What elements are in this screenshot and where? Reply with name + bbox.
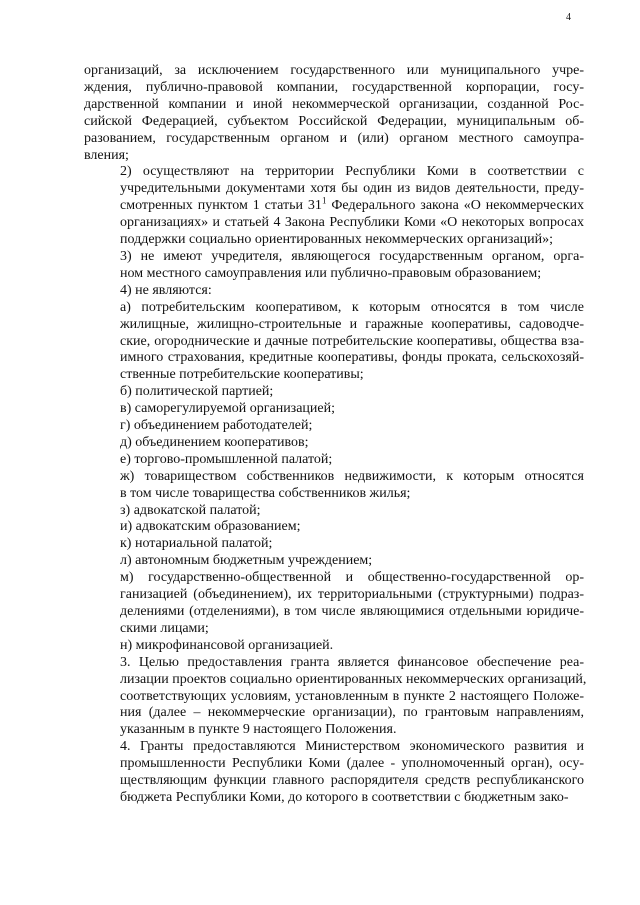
paragraph xyxy=(84,469,584,503)
text-line: организаций, за исключением государственного или муниципального учре- xyxy=(84,63,584,78)
text-line: 4. Гранты предоставляются Министерством экономического развития и xyxy=(120,739,584,755)
text-line: 4) не являются: xyxy=(120,282,212,298)
paragraph xyxy=(84,452,584,469)
text-line: ж) товариществом собственников недвижимости, к которым относятся xyxy=(120,468,584,484)
paragraph xyxy=(84,249,584,283)
document-body xyxy=(84,63,587,807)
text-line: ном местного самоуправления или публично-правовым образованием; xyxy=(120,265,542,281)
paragraph xyxy=(84,63,584,164)
text-line: жилищные, жилищно-строительные и гаражные кооперативы, садоводче- xyxy=(120,316,584,332)
text-line: ганизацией (объединением), их территориальными (структурными) подраз- xyxy=(120,587,584,603)
text-line: з) адвокатской палатой; xyxy=(120,502,261,518)
paragraph xyxy=(84,519,584,536)
text-line: смотренных пунктом 1 статьи $31^1$ Федерального закона «О некоммерческих xyxy=(120,195,584,214)
text-line: бюджета Республики Коми, до которого в соответствии с бюджетным зако- xyxy=(120,789,569,805)
paragraph xyxy=(84,283,584,300)
paragraph xyxy=(84,553,584,570)
paragraph xyxy=(84,536,584,553)
text-line: м) государственно-общественной и общественно-государственной ор- xyxy=(120,570,584,586)
text-line: делениями (отделениями), в том числе являющимися отдельными юридиче- xyxy=(120,604,584,619)
text-line: ждения, публично-правовой компании, государственной корпорации, госу- xyxy=(84,79,584,95)
paragraph xyxy=(84,418,584,435)
paragraph xyxy=(84,739,584,807)
text-line: ственные потребительские кооперативы; xyxy=(120,367,364,383)
text-line: 3) не имеют учредителя, являющегося государственным органом, орга- xyxy=(120,248,584,264)
text-line: соответствующих условиям, установленным в пункте 2 настоящего Положе- xyxy=(120,688,584,704)
text-line: 3. Целью предоставления гранта является финансовое обеспечение реа- xyxy=(120,654,584,670)
text-line: в) саморегулируемой организацией; xyxy=(120,401,336,417)
text-line: скими лицами; xyxy=(120,620,209,636)
text-line: ские, огороднические и дачные потребительские кооперативы, общества вза- xyxy=(120,333,584,349)
text-line: промышленности Республики Коми (далее - уполномоченный орган), осу- xyxy=(120,756,584,772)
text-line: учредительными документами хотя бы один из видов деятельности, преду- xyxy=(120,181,584,197)
paragraph xyxy=(84,384,584,401)
text-line: ществляющим функции главного распорядителя средств республиканского xyxy=(120,773,584,789)
paragraph xyxy=(84,654,587,740)
text-line: д) объединением кооперативов; xyxy=(120,434,309,450)
text-line: ния (далее – некоммерческие организации), по грантовым направлениям, xyxy=(120,705,584,721)
text-line: л) автономным бюджетным учреждением; xyxy=(120,553,373,569)
paragraph xyxy=(84,300,584,385)
paragraph xyxy=(84,164,584,249)
text-line: е) торгово-промышленной палатой; xyxy=(120,451,333,467)
text-line: 2) осуществляют на территории Республики Коми в соответствии с xyxy=(120,164,584,180)
paragraph xyxy=(84,503,584,520)
text-line: лизации проектов социально ориентированных некоммерческих организаций, xyxy=(120,671,587,687)
text-line: к) нотариальной палатой; xyxy=(120,536,273,552)
paragraph xyxy=(84,570,584,638)
text-line: сийской Федерацией, субъектом Российской Федерации, муниципальным об- xyxy=(84,113,584,129)
text-line: в том числе товарищества собственников жилья; xyxy=(120,485,411,501)
text-line: и) адвокатским образованием; xyxy=(120,519,301,535)
text-line: указанным в пункте 9 настоящего Положения. xyxy=(120,722,397,738)
text-line: вления; xyxy=(84,147,129,163)
paragraph xyxy=(84,435,584,452)
text-line: г) объединением работодателей; xyxy=(120,418,313,434)
text-line: дарственной компании и иной некоммерческой организации, созданной Рос- xyxy=(84,96,584,112)
paragraph xyxy=(84,401,584,418)
paragraph xyxy=(84,638,584,655)
text-line: разованием, государственным органом и (или) органом местного самоупра- xyxy=(84,130,584,146)
text-line: организациях» и статьей 4 Закона Республики Коми «О некоторых вопросах xyxy=(120,215,584,231)
text-line: б) политической партией; xyxy=(120,384,274,400)
text-line: н) микрофинансовой организацией. xyxy=(120,637,334,653)
text-line: поддержки социально ориентированных некоммерческих организаций»; xyxy=(120,232,554,248)
page-number: 4 xyxy=(566,12,571,23)
text-line: имного страхования, кредитные кооперативы, фонды проката, сельскохозяй- xyxy=(120,350,584,366)
text-line: а) потребительским кооперативом, к которым относятся в том числе xyxy=(120,299,584,315)
